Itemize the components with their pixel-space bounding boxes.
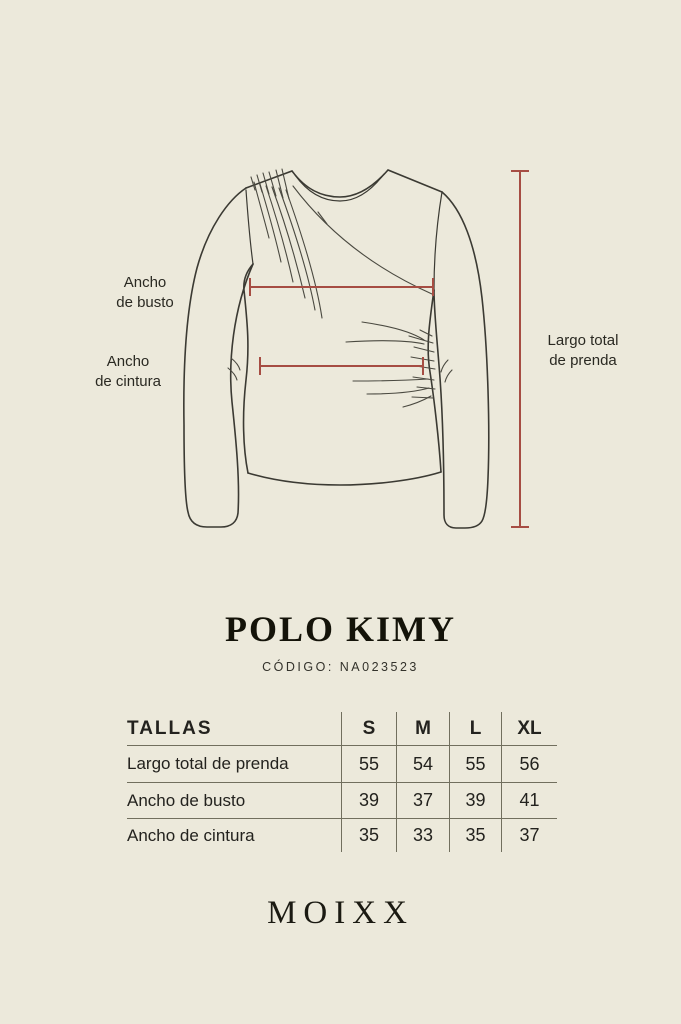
right-sleeve-path: [434, 192, 489, 528]
body-left-path: [244, 264, 253, 473]
brand-logo: MOIXX: [267, 895, 414, 931]
length-measure-line: [511, 171, 529, 527]
size-table-value: 55: [450, 746, 502, 783]
waist-width-label-line2: de cintura: [95, 373, 161, 390]
size-table-header-xl: XL: [502, 712, 557, 746]
hem-path: [248, 472, 441, 485]
size-table-value: 39: [342, 783, 397, 819]
size-table-value: 37: [519, 825, 540, 845]
waist-measure-line: [260, 357, 423, 375]
waist-width-label-line1: Ancho: [106, 353, 150, 370]
product-title: POLO KIMY: [225, 609, 456, 649]
size-table-header-l: L: [450, 712, 502, 746]
total-length-label: [548, 331, 619, 371]
bust-width-label-line1: Ancho: [123, 274, 167, 291]
size-table-value: 35: [450, 819, 502, 852]
product-code: CÓDIGO: NA023523: [262, 660, 419, 674]
size-table-header-m: M: [397, 712, 450, 746]
bust-width-label: [116, 273, 174, 313]
right-armhole-path: [434, 192, 442, 290]
size-table-value: 39: [450, 783, 502, 819]
size-table-value: 56: [502, 746, 557, 783]
size-table-value: 41: [502, 783, 557, 819]
bust-width-label-line2: de busto: [116, 294, 174, 311]
garment-outline: [184, 170, 489, 528]
waist-gather-lines: [346, 322, 435, 407]
size-table-value: 33: [397, 819, 450, 852]
left-sleeve-path: [184, 188, 253, 527]
size-table-header-s: S: [342, 712, 397, 746]
size-table-header-tallas: TALLAS: [127, 712, 342, 746]
waist-width-label: [95, 352, 161, 392]
size-table-row-label: Largo total de prenda: [127, 746, 342, 783]
size-table-value: 55: [342, 746, 397, 783]
size-table-value: 54: [397, 746, 450, 783]
size-table-value: 37: [397, 783, 450, 819]
total-length-label-line1: Largo total: [547, 332, 619, 349]
size-table-row-label: Ancho de cintura: [127, 819, 342, 852]
size-table-value: 35: [342, 819, 397, 852]
size-table-row-label: Ancho de busto: [127, 783, 342, 819]
size-table: [127, 712, 557, 852]
total-length-label-line2: de prenda: [549, 352, 617, 369]
left-armhole-path: [246, 190, 253, 264]
